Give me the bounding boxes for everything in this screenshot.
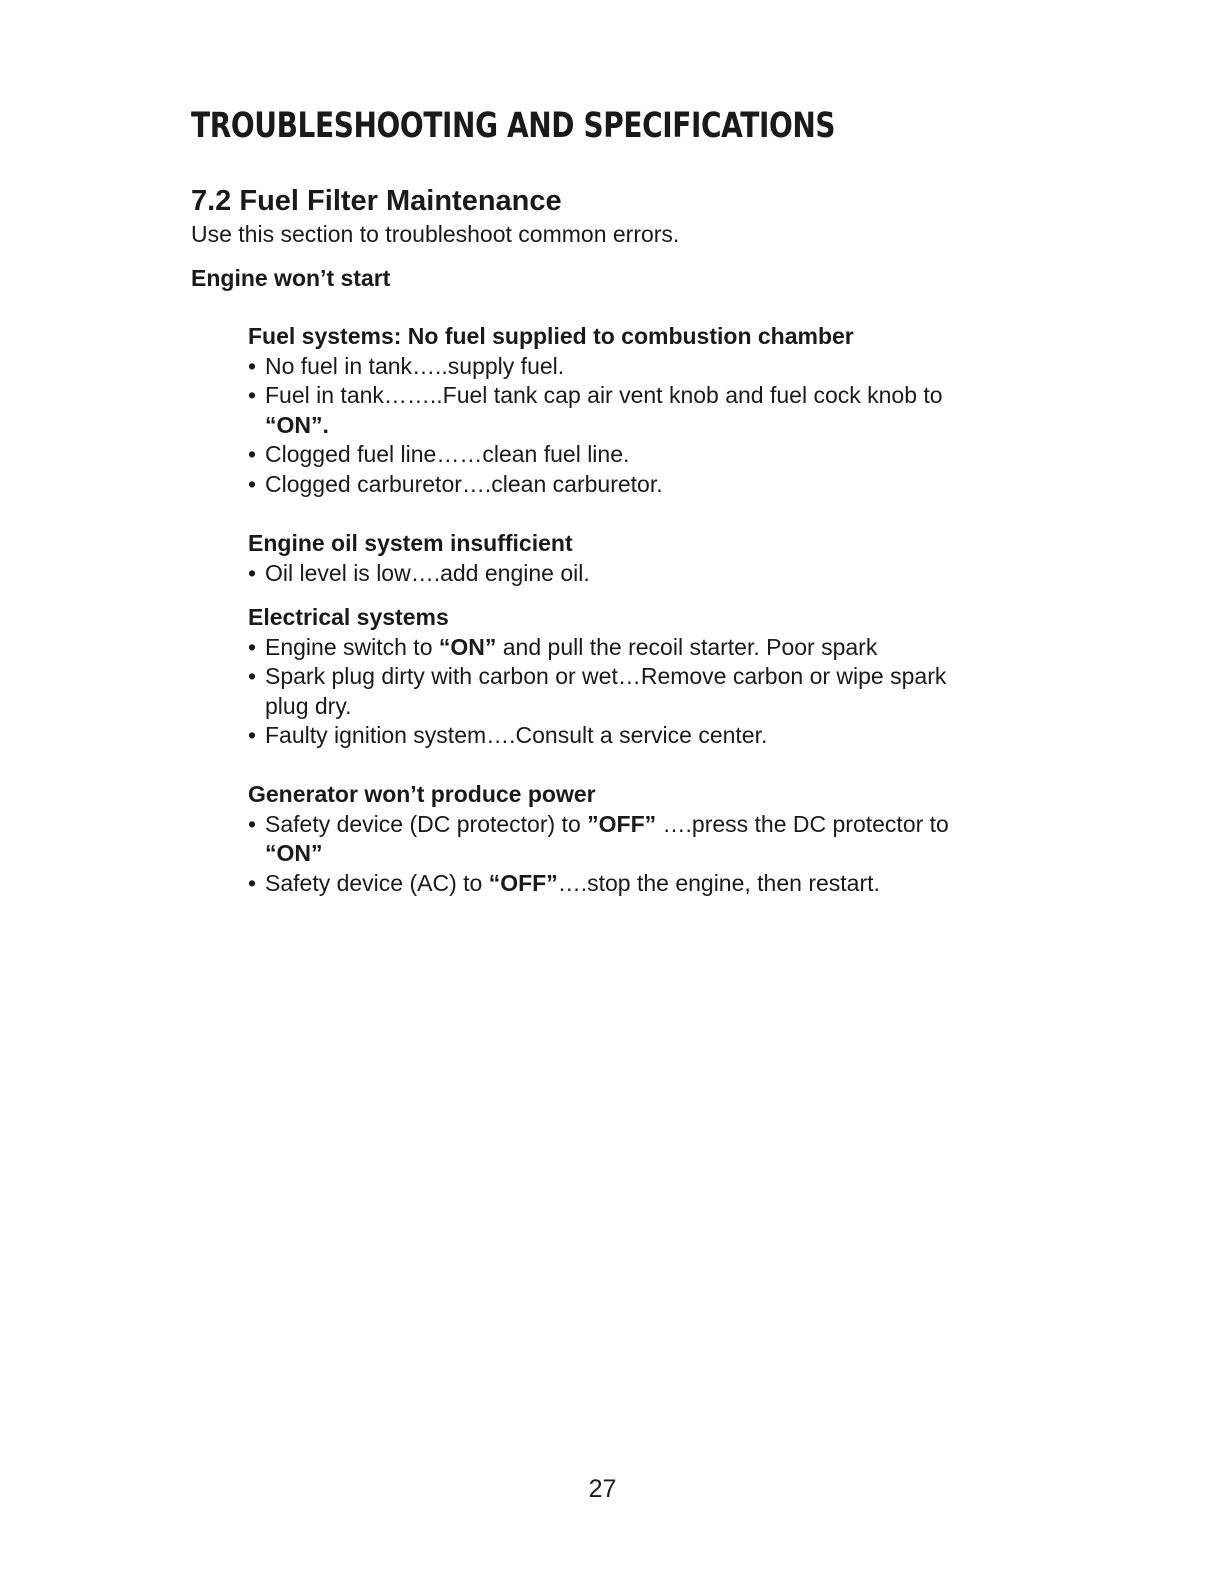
list-item xyxy=(248,381,988,440)
item-text: Engine switch to xyxy=(265,633,439,660)
bullet: • xyxy=(248,663,257,689)
item-text-after: . xyxy=(322,411,329,438)
generator-no-power-heading: Generator won’t produce power xyxy=(248,781,596,807)
item-text-after: ….press the DC protector to xyxy=(656,810,949,837)
generator-no-power-group xyxy=(248,780,988,898)
list-item xyxy=(248,440,988,470)
oil-system-heading: Engine oil system insufficient xyxy=(248,530,573,556)
bullet: • xyxy=(248,633,257,660)
page-title: TROUBLESHOOTING AND SPECIFICATIONS xyxy=(191,106,836,146)
item-text: Clogged carburetor….clean carburetor. xyxy=(265,470,663,497)
item-text: Oil level is low….add engine oil. xyxy=(265,559,590,586)
bullet: • xyxy=(248,869,257,896)
item-text: Safety device (AC) to xyxy=(265,869,489,896)
bullet: • xyxy=(248,441,257,467)
bullet: • xyxy=(248,559,257,586)
bullet: • xyxy=(248,382,257,408)
item-text-after: and pull the recoil starter. Poor spark xyxy=(496,633,878,660)
bullet: • xyxy=(248,722,257,748)
item-emphasis: “ON” xyxy=(438,633,497,660)
engine-wont-start-heading: Engine won’t start xyxy=(191,265,391,291)
fuel-systems-list xyxy=(248,352,988,500)
item-text: Spark plug dirty with carbon or wet…Remove carbon or wipe spark plug dry. xyxy=(265,663,947,719)
list-item xyxy=(248,559,988,589)
section-intro: Use this section to troubleshoot common errors. xyxy=(191,221,680,247)
item-text: No fuel in tank…..supply fuel. xyxy=(265,352,565,379)
list-item xyxy=(248,352,988,382)
oil-system-list xyxy=(248,559,988,589)
list-item xyxy=(248,633,988,663)
item-text-after: ….stop the engine, then restart. xyxy=(557,869,880,896)
fuel-systems-group xyxy=(248,322,988,499)
bullet: • xyxy=(248,470,257,497)
electrical-systems-list xyxy=(248,633,988,751)
electrical-systems-group xyxy=(248,603,988,751)
page-number: 27 xyxy=(588,1475,617,1503)
electrical-systems-heading: Electrical systems xyxy=(248,604,449,630)
section-title: 7.2 Fuel Filter Maintenance xyxy=(191,185,562,217)
list-item xyxy=(248,721,988,751)
item-emphasis: ”OFF” xyxy=(587,810,657,837)
list-item xyxy=(248,662,988,721)
list-item xyxy=(248,810,988,869)
list-item xyxy=(248,470,988,500)
item-emphasis-2: “ON” xyxy=(265,840,323,866)
bullet: • xyxy=(248,352,257,379)
list-item xyxy=(248,869,988,899)
item-emphasis: “ON” xyxy=(265,411,323,438)
bullet: • xyxy=(248,810,257,837)
fuel-systems-heading: Fuel systems: No fuel supplied to combustion chamber xyxy=(248,323,854,349)
item-text: Safety device (DC protector) to xyxy=(265,810,588,837)
item-text: Clogged fuel line……clean fuel line. xyxy=(265,441,630,467)
item-text: Fuel in tank……..Fuel tank cap air vent knob and fuel cock knob to xyxy=(265,382,943,408)
item-text: Faulty ignition system….Consult a service center. xyxy=(265,722,768,748)
generator-no-power-list xyxy=(248,810,988,899)
item-emphasis: “OFF” xyxy=(488,869,558,896)
oil-system-group xyxy=(248,529,988,588)
